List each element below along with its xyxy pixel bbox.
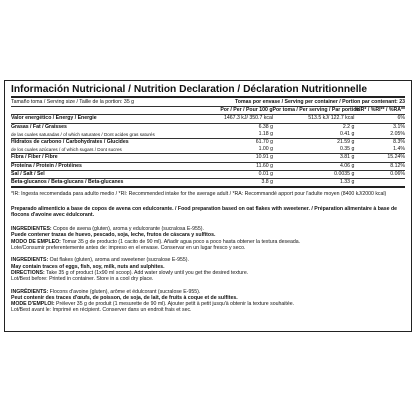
footnote: *IR: Ingesta recomendada para adulto medio / *RI: Recommended intake for the average adult / *RA: Recommandé apport pour l'adulte moyen (8400 kJ/2000 kcal): [11, 191, 387, 198]
lot-en: Lot/Best before: Printed in container. Store in a cool dry place.: [11, 276, 154, 283]
serving-size: Tamaño toma / Serving size / Taille de la portion: 35 g: [11, 99, 135, 105]
row-per-serving: 2.2 g: [342, 123, 355, 130]
row-per100: 10.91 g: [255, 154, 273, 161]
row-per100: 0.01 g: [258, 170, 273, 177]
traces-en: May contain traces of eggs, fish, soy, milk, nuts and sulphites.: [11, 263, 165, 270]
row-per-serving: 4.06 g: [339, 162, 355, 169]
lot-fr: Lot/Best avant le: Imprimé en récipient. Conserver dans un endroit frais et sec.: [11, 307, 192, 314]
row-label: Sal / Salt / Sel: [11, 170, 45, 177]
row-per-serving: 0.41 g: [339, 130, 355, 137]
table-row-sugars: [11, 146, 405, 153]
ingredients-text: Oat flakes (gluten), aroma and sweetener (sucralose E-955).: [48, 257, 189, 264]
row-label: Proteína / Protein / Protéines: [11, 162, 82, 169]
nutrition-label: [4, 80, 412, 332]
row-ri: 8.12%: [390, 162, 405, 169]
row-per-serving: 21.59 g: [337, 139, 355, 146]
row-label: Fibra / Fiber / Fibre: [11, 154, 58, 161]
row-per100: 1.00 g: [258, 146, 273, 153]
usage-text: Tomar 35 g de producto (1 cacito de 90 ml). Añadir agua poco a poco hasta obtener la textura deseada.: [60, 238, 301, 245]
serving-info: [11, 98, 405, 106]
row-label: de las cuales saturadas / of which saturates / Dont acides gras saturés: [11, 131, 155, 137]
header-per100: Por / Per / Pour 100 g: [220, 107, 273, 113]
row-ri: 6%: [397, 115, 405, 122]
row-ri: 2.05%: [390, 130, 405, 137]
label-title: Información Nutricional / Nutrition Declaration / Déclaration Nutritionnelle: [11, 84, 368, 95]
usage-label: DIRECTIONS:: [11, 269, 45, 276]
row-per100: 1467.3 kJ/ 350.7 kcal: [223, 115, 273, 122]
row-per-serving: 3.81 g: [339, 154, 355, 161]
table-header: [11, 107, 405, 114]
table-row-salt: [11, 171, 405, 178]
product-description: Preparado alimenticio a base de copos de avena con edulcorante. / Food preparation based on oat flakes with sweetener. / Préparation alimentaire à base de flocons d'avoine avec édulcorant.: [11, 205, 398, 218]
row-label: de los cuales azúcares / of which sugars / Dont sucres: [11, 147, 122, 153]
row-per-serving: 0.35 g: [339, 146, 355, 153]
ingredients-text: Flocons d'avoine (gluten), arôme et édulcorant (sucralose E-955).: [48, 288, 201, 295]
row-label: Valor energético / Energy / Énergie: [11, 115, 97, 122]
table-row-energy: [11, 115, 405, 122]
servings-per-container: Tomas por envase / Serving per container / Portion par contenant: 23: [235, 99, 405, 105]
header-per-serving: Por toma / Per serving / Par portion: [272, 107, 360, 113]
row-per-serving: 0.0035 g: [334, 170, 355, 177]
traces-es: Puede contener trazas de huevo, pescado, soja, leche, frutos de cáscara y sulfitos.: [11, 232, 216, 239]
row-per100: 1.18 g: [258, 130, 273, 137]
row-per100: 6.38 g: [258, 123, 273, 130]
ingredients-text: Copos de avena (gluten), aroma y edulcorante (sucralosa E-955).: [51, 226, 204, 233]
table-row-fat: [11, 124, 405, 131]
usage-label: MODE D'EMPLOI:: [11, 301, 55, 308]
table-row-carbohydrates: [11, 139, 405, 146]
usage-text: Take 35 g of product (1x90 ml scoop). Add water slowly until you get the desired texture.: [44, 269, 249, 276]
table-row-protein: [11, 163, 405, 170]
row-label: Grasas / Fat / Graisses: [11, 123, 67, 130]
row-ri: 8.3%: [393, 139, 405, 146]
ingredients-label: INGRÉDIENTS:: [11, 288, 49, 295]
row-label: Hidratos de carbono / Carbohydrates / Glucides: [11, 139, 129, 146]
row-per100: 3.8 g: [261, 179, 273, 186]
row-per-serving: 513.5 kJ/ 122.7 kcal: [308, 115, 355, 122]
row-label: Beta-glucanos / Beta-glucans / Beta-glucanes: [11, 179, 124, 186]
ingredients-label: INGREDIENTS:: [11, 257, 49, 264]
row-ri: 0.06%: [390, 170, 405, 177]
lot-es: Lote/Consumir preferentemente antes de: impreso en el envase. Conservar en un lugar fresco y seco.: [11, 245, 246, 252]
traces-fr: Peut contenir des traces d'œufs, de poisson, de soja, de lait, de fruits à coque et de sulfites.: [11, 294, 238, 301]
row-ri: [354, 179, 405, 186]
table-row-fiber: [11, 154, 405, 161]
row-ri: 3.1%: [393, 123, 405, 130]
header-blank: [11, 107, 205, 114]
row-ri: 1.4%: [393, 146, 405, 153]
header-ri: %IR* / %RI** / %RA**: [354, 107, 406, 113]
row-per-serving: 1.33 g: [339, 179, 355, 186]
table-row-beta-glucans: [11, 179, 405, 186]
row-per100: 61.70 g: [255, 139, 273, 146]
row-ri: 15.24%: [387, 154, 405, 161]
usage-text: Prélever 35 g de produit (1 mesurette de 90 ml). Ajouter petit à petit jusqu'à obtenir la texture souhaitée.: [54, 301, 295, 308]
table-row-saturates: [11, 131, 405, 138]
row-per100: 11.60 g: [256, 162, 273, 169]
usage-label: MODO DE EMPLEO:: [11, 238, 61, 245]
ingredients-label: INGREDIENTES:: [11, 226, 52, 233]
